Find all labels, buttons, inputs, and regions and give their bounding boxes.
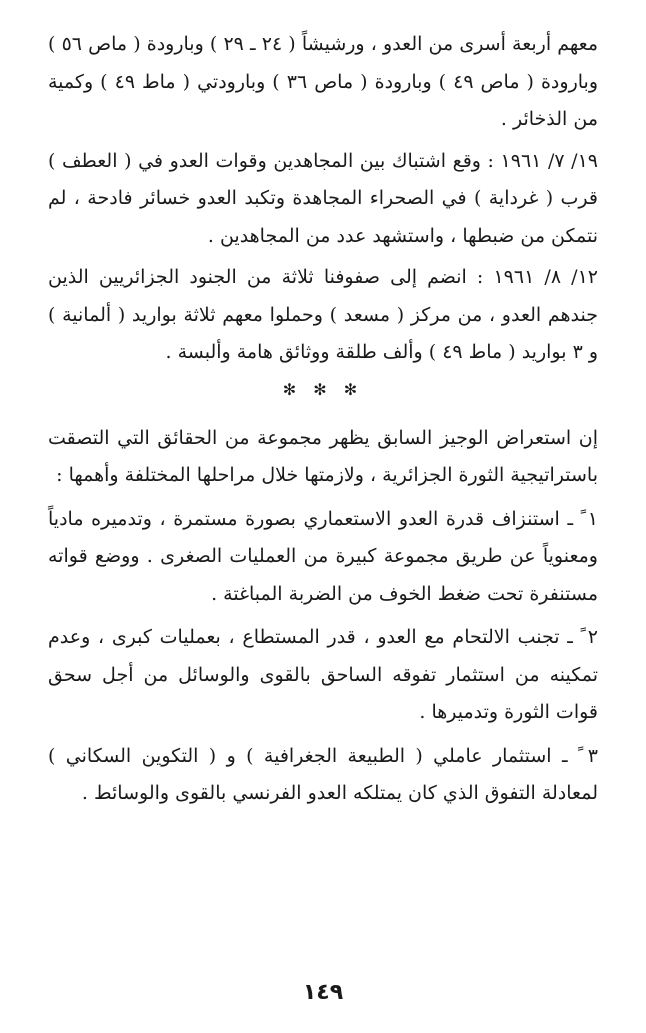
paragraph-point-3: ٣ ً ـ استثمار عاملي ( الطبيعة الجغرافية ) و ( التكوين السكاني ) لمعادلة التفوق الذي كان يمتلكه العدو الفرنسي بالقوى والوسائط . [48, 744, 598, 804]
paragraph-point-2: ٢ ً ـ تجنب الالتحام مع العدو ، قدر المستطاع ، بعمليات كبرى ، وعدم تمكينه من استثمار تفوقه الساحق بالقوى والوسائل من أجل سحق قوات الثورة وتدميرها . [48, 626, 598, 723]
page-number: ١٤٩ [302, 980, 344, 1005]
section-separator: ✻ ✻ ✻ [282, 379, 364, 399]
paragraph-point-1: ١ ً ـ استنزاف قدرة العدو الاستعماري بصورة مستمرة ، وتدميره مادياً ومعنوياً عن طريق مجموعة كبيرة من العمليات الصغرى . ووضع قواته مستنفرة تحت ضغط الخوف من الضربة المباغتة . [48, 507, 598, 605]
paragraph-1961-08-12: ١٢/ ٨/ ١٩٦١ : انضم إلى صفوفنا ثلاثة من الجنود الجزائريين الذين جندهم العدو ، من مركز ( مسعد ) وحملوا معهم ثلاثة بواريد ( ألمانية ) و ٣ بواريد ( ماط ٤٩ ) وألف طلقة ووثائق هامة وألبسة . [48, 266, 598, 363]
paragraph-captured-weapons: معهم أربعة أسرى من العدو ، ورشيشاً ( ٢٤ ـ ٢٩ ) وبارودة ( ماص ٥٦ ) وبارودة ( ماص ٤٩ ) وبارودة ( ماص ٣٦ ) وبارودتي ( ماط ٤٩ ) وكمية من الذخائر . [48, 33, 598, 130]
paragraph-1961-07-19: ١٩/ ٧/ ١٩٦١ : وقع اشتباك بين المجاهدين وقوات العدو في ( العطف ) قرب ( غرداية ) في الصحراء المجاهدة وتكبد العدو خسائر فادحة ، لم نتمكن من ضبطها ، واستشهد عدد من المجاهدين . [48, 149, 598, 247]
paragraph-intro-facts: إن استعراض الوجيز السابق يظهر مجموعة من الحقائق التي التصقت باستراتيجية الثورة الجزائرية ، ولازمتها خلال مراحلها المختلفة وأهمها : [48, 426, 598, 486]
document-page [48, 26, 598, 1026]
